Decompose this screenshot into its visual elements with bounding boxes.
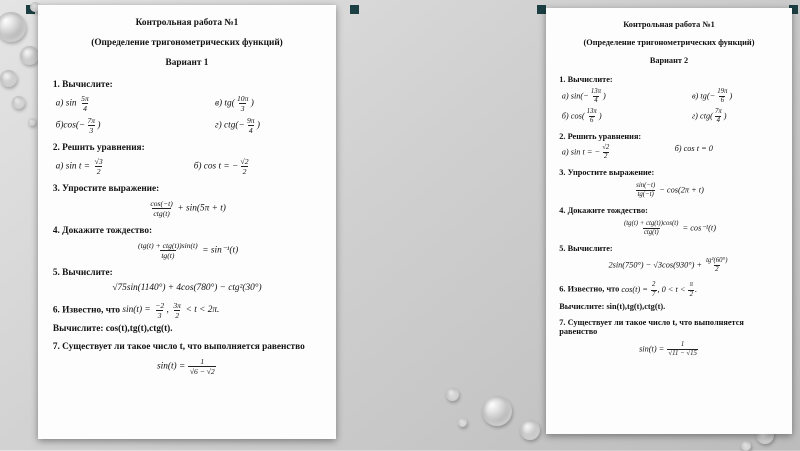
bubble-decoration — [520, 420, 540, 440]
accent-square — [537, 5, 546, 14]
question-1-row-1 — [56, 94, 321, 113]
question-2-heading: 2. Решить уравнения: — [52, 142, 145, 153]
question-1-heading: 1. Вычислите: — [52, 79, 113, 90]
question-1-row-1 — [562, 88, 779, 105]
bubble-decoration — [28, 118, 36, 126]
question-1-item-b: б) cos( $\frac{13\pi}{6}$ ) — [561, 107, 602, 124]
question-6-condition: cos(t) = $\frac{2}{7}$ , 0 < t < $\frac{\pi}{2}$ . — [621, 281, 698, 298]
accent-square — [350, 5, 359, 14]
worksheet-page-variant-2 — [546, 8, 792, 434]
question-1-item-g: г) ctg( $\frac{7\pi}{4}$ ) — [691, 107, 727, 124]
bubble-decoration — [482, 396, 512, 426]
bubble-decoration — [12, 96, 25, 109]
question-4-expression: $\frac{\text{(tg(t) + ctg(t))sin(t)}}{tg(t)}$ = sin⁻¹(t) — [138, 240, 239, 260]
question-5-heading: 5. Вычислите: — [52, 267, 113, 278]
question-4-expression: $\frac{\text{(tg(t) + ctg(t))cos(t)}}{\text{ctg(t)}}$ = cos⁻¹(t) — [624, 219, 716, 236]
question-6-condition: sin(t) = $\frac{-2}{3}$ , $\frac{3\pi}{2}$ < t < 2π. — [122, 300, 220, 320]
question-2-item-a: а) sin t = $\frac{√3}{2}$ — [55, 157, 103, 176]
worksheet-page-variant-1 — [38, 5, 336, 439]
question-1-item-v: в) tg( $\frac{10\pi}{3}$ ) — [214, 93, 254, 113]
question-5-heading: 5. Вычислите: — [559, 243, 613, 253]
question-2-row — [56, 157, 321, 176]
question-1-row-2 — [562, 108, 779, 125]
worksheet-title: Контрольная работа №1 — [135, 18, 239, 28]
bubble-decoration — [446, 388, 459, 401]
question-3-heading: 3. Упростите выражение: — [559, 168, 655, 178]
question-1-item-v: в) tg(− $\frac{19\pi}{6}$ ) — [691, 87, 733, 104]
question-2-item-a: а) sin t = − $\frac{√2}{2}$ — [561, 144, 610, 161]
question-1-item-g: г) ctg(− $\frac{9\pi}{4}$ ) — [214, 115, 260, 135]
bubble-decoration — [458, 418, 467, 427]
question-1-item-a: а) sin $\frac{5\pi}{4}$ — [55, 93, 89, 113]
question-3-expression: $\frac{\sin(-t)}{tg(-t)}$ − cos(2π + t) — [636, 182, 704, 199]
variant-label: Вариант 2 — [649, 55, 689, 65]
worksheet-subtitle: (Определение тригонометрических функций) — [583, 37, 755, 47]
worksheet-content — [38, 5, 336, 389]
question-4-heading: 4. Докажите тождество: — [559, 206, 648, 216]
question-6-compute: Вычислите: sin(t),tg(t),ctg(t). — [559, 302, 666, 312]
question-7-expression: sin(t) = $\frac{1}{√6 - √2}$ — [157, 356, 215, 376]
bubble-decoration — [0, 70, 17, 87]
question-1-item-a: а) sin(− $\frac{13\pi}{4}$ ) — [561, 87, 606, 104]
question-3-expression: $\frac{\cos(-t)}{\text{ctg(t)}}$ + sin(5π + t) — [150, 198, 226, 218]
question-6-prefix: 6. Известно, что — [52, 305, 123, 316]
question-2-item-b: б) cos t = 0 — [674, 144, 713, 154]
question-6-compute: Вычислите: cos(t),tg(t),ctg(t). — [52, 323, 173, 334]
worksheet-title: Контрольная работа №1 — [623, 19, 715, 29]
question-6-prefix: 6. Известно, что — [559, 284, 622, 294]
question-7-expression: sin(t) = $\frac{1}{√11 - √15}$ — [639, 340, 697, 357]
question-5-expression: 2sin(750°) − √3cos(930°) + $\frac{\text{tg²(60°)}}{2}$ — [608, 257, 728, 274]
question-4-heading: 4. Докажите тождество: — [52, 225, 153, 236]
question-5-expression: √75sin(1140°) + 4cos(780°) − ctg²(30°) — [112, 282, 262, 293]
worksheet-content — [546, 8, 792, 370]
worksheet-subtitle: (Определение тригонометрических функций) — [91, 38, 283, 49]
question-1-heading: 1. Вычислите: — [559, 74, 613, 84]
question-1-item-b: б)cos(− $\frac{7\pi}{3}$ ) — [55, 115, 101, 135]
question-2-row — [562, 144, 779, 161]
question-6-line — [53, 301, 321, 320]
variant-label: Вариант 1 — [165, 58, 209, 69]
question-1-row-2 — [56, 116, 321, 135]
question-2-heading: 2. Решить уравнения: — [559, 131, 642, 141]
question-7-heading: 7. Существует ли такое число t, что выполняется равенство — [559, 318, 744, 337]
bubble-decoration — [20, 46, 39, 65]
question-3-heading: 3. Упростите выражение: — [52, 183, 160, 194]
question-2-item-b: б) cos t = − $\frac{√2}{2}$ — [193, 157, 249, 176]
question-7-heading: 7. Существует ли такое число t, что выполняется равенство — [52, 341, 305, 352]
bubble-decoration — [0, 12, 26, 42]
question-6-line — [559, 281, 778, 298]
